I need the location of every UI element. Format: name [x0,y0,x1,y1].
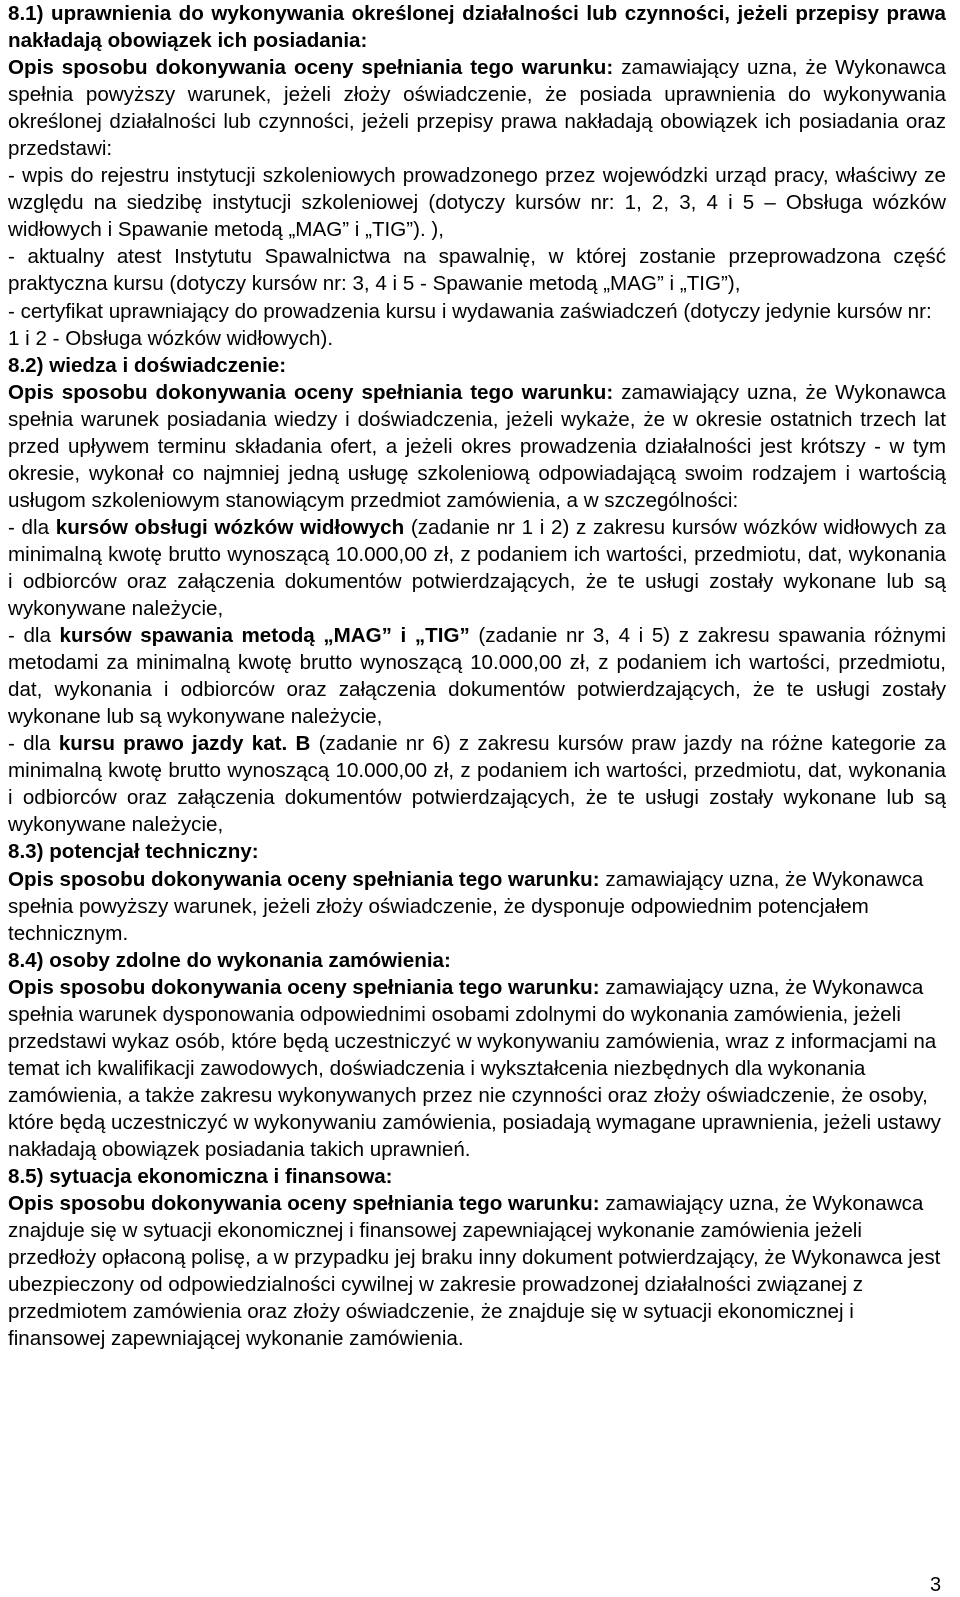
item-course-name: kursów spawania metodą „MAG” i „TIG” [59,624,470,648]
section-8-5-heading: 8.5) sytuacja ekonomiczna i finansowa: [8,1165,393,1189]
item-course-name: kursów obsługi wózków widłowych [55,515,405,539]
section-8-1-item-attest: - aktualny atest Instytutu Spawalnictwa na spawalnię, w której zostanie przeprowadzona część praktyczna kursu (dotyczy kursów nr: 3, 4 i 5 - Spawanie metodą „MAG” i „TIG”), [8,245,946,296]
document-body [8,0,946,1352]
item-prefix: - dla [8,732,59,756]
item-prefix: - dla [8,515,56,539]
item-text: (zadanie nr 3, 4 i 5) z zakresu spawania różnymi metodami za minimalną kwotę brutto wynoszącą 10.000,00 zł, z podaniem ich wartości, przedmiotu, dat, wykonania i odbiorców oraz załączenia dokumentów potwierdzających, że te usługi zostały wykonane lub są wykonywane należycie, [8,624,946,729]
section-8-3-evaluation [8,866,946,947]
evaluation-text: zamawiający uzna, że Wykonawca spełnia warunek posiadania wiedzy i doświadczenia, jeżeli wykaże, że w okresie ostatnich trzech lat przed upływem terminu składania ofert, a jeżeli okres prowadzenia działalności jest krótszy - w tym okresie, wykonał co najmniej jedną usługę szkoleniową odpowiadającą swoim rodzajem i wartością usługom szkoleniowym stanowiącym przedmiot zamówienia, a w szczególności: [8,380,946,512]
section-8-1-item-registry: - wpis do rejestru instytucji szkoleniowych prowadzonego przez wojewódzki urząd pracy, właściwy ze względu na siedzibę instytucji szkoleniowej (dotyczy kursów nr: 1, 2, 3, 4 i 5 – Obsługa wózków widłowych i Spawanie metodą „MAG” i „TIG”). ), [8,164,946,242]
evaluation-label: Opis sposobu dokonywania oceny spełniania tego warunku: [8,380,614,404]
evaluation-label: Opis sposobu dokonywania oceny spełniania tego warunku: [8,867,600,891]
evaluation-text: zamawiający uzna, że Wykonawca znajduje się w sytuacji ekonomicznej i finansowej zapewniającej wykonanie zamówienia jeżeli przedłoży opłaconą polisę, a w przypadku jej braku inny dokument potwierdzający, że Wykonawca jest ubezpieczony od odpowiedzialności cywilnej w zakresie prowadzonej działalności związanej z przedmiotem zamówienia oraz złoży oświadczenie, że znajduje się w sytuacji ekonomicznej i finansowej zapewniającej wykonanie zamówienia. [8,1192,941,1351]
section-8-1-heading: 8.1) uprawnienia do wykonywania określonej działalności lub czynności, jeżeli przepisy prawa nakładają obowiązek ich posiadania: [8,2,946,53]
evaluation-label: Opis sposobu dokonywania oceny spełniania tego warunku: [8,975,600,999]
item-text: (zadanie nr 1 i 2) z zakresu kursów wózków widłowych za minimalną kwotę brutto wynoszącą 10.000,00 zł, z podaniem ich wartości, przedmiotu, dat, wykonania i odbiorców oraz załączenia dokumentów potwierdzających, że te usługi zostały wykonane lub są wykonywane należycie, [8,515,946,621]
evaluation-text: zamawiający uzna, że Wykonawca spełnia warunek dysponowania odpowiednimi osobami zdolnymi do wykonania zamówienia, jeżeli przedstawi wykaz osób, które będą uczestniczyć w wykonywaniu zamówienia, wraz z informacjami na temat ich kwalifikacji zawodowych, doświadczenia i wykształcenia niezbędnych dla wykonania zamówienia, a także zakresu wykonywanych przez nie czynności oraz złoży oświadczenie, że osoby, które będą uczestniczyć w wykonywaniu zamówienia, posiadają wymagane uprawnienia, jeżeli ustawy nakładają obowiązek posiadania takich uprawnień. [8,975,941,1161]
section-8-1-evaluation [8,54,946,162]
section-8-5-evaluation [8,1190,946,1352]
evaluation-label: Opis sposobu dokonywania oceny spełniania tego warunku: [8,1192,600,1216]
item-course-name: kursu prawo jazdy kat. [58,732,288,756]
section-8-4-heading: 8.4) osoby zdolne do wykonania zamówienia: [8,948,451,972]
section-8-2-item-driving [8,730,946,838]
evaluation-text: zamawiający uzna, że Wykonawca spełnia powyższy warunek, jeżeli złoży oświadczenie, że posiada uprawnienia do wykonywania określonej działalności lub czynności, jeżeli przepisy prawa nakładają obowiązek ich posiadania oraz przedstawi: [8,56,946,161]
evaluation-text: zamawiający uzna, że Wykonawca spełnia powyższy warunek, jeżeli złoży oświadczenie, że dysponuje odpowiednim potencjałem technicznym. [8,867,924,945]
section-8-1-item-certificate: - certyfikat uprawniający do prowadzenia kursu i wydawania zaświadczeń (dotyczy jedynie kursów nr: 1 i 2 - Obsługa wózków widłowych). [8,299,932,350]
item-category: B [295,732,311,756]
evaluation-label: Opis sposobu dokonywania oceny spełniania tego warunku: [8,56,614,80]
section-8-3-heading: 8.3) potencjał techniczny: [8,840,259,864]
item-prefix: - dla [8,624,60,648]
section-8-2-item-forklift [8,514,946,622]
section-8-2-evaluation [8,379,946,514]
section-8-2-heading: 8.2) wiedza i doświadczenie: [8,353,287,377]
page-number: 3 [930,1574,942,1596]
item-text: (zadanie nr 6) z zakresu kursów praw jazdy na różne kategorie za minimalną kwotę brutto wynoszącą 10.000,00 zł, z podaniem ich wartości, przedmiotu, dat, wykonania i odbiorców oraz załączenia dokumentów potwierdzających, że te usługi zostały wykonane lub są wykonywane należycie, [8,732,946,837]
section-8-2-item-welding [8,622,946,730]
section-8-4-evaluation [8,974,946,1163]
